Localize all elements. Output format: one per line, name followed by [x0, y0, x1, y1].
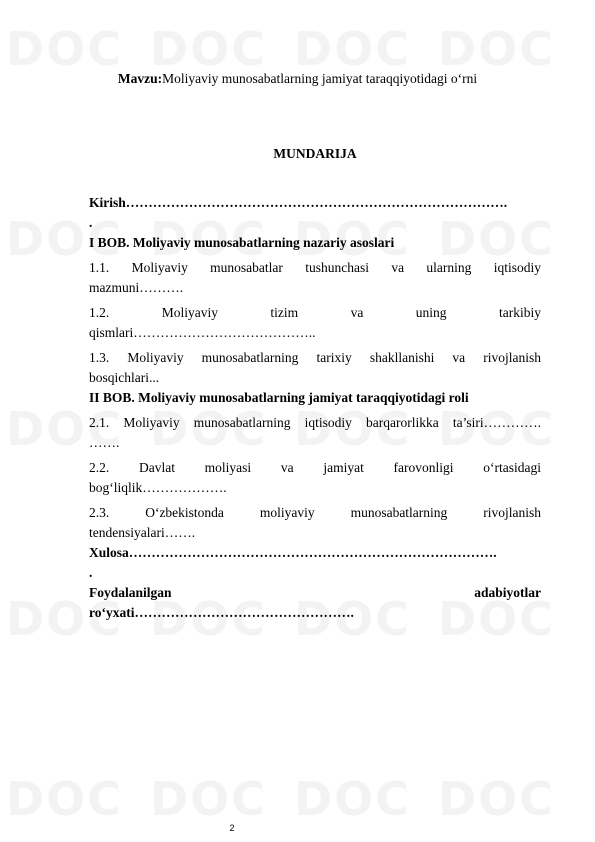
- toc-conclusion-continued: .: [89, 565, 93, 580]
- toc-section-1-2: 1.2. Moliyaviy tizim va uning tarkibiy: [89, 305, 541, 320]
- toc-section-2-3-continued: tendensiyalari…….: [89, 525, 196, 540]
- toc-references: Foydalanilgan adabiyotlar: [89, 585, 541, 600]
- toc-section-2-1-continued: …….: [89, 435, 120, 450]
- toc-section-2-3: 2.3. O‘zbekistonda moliyaviy munosabatlarning rivojlanish: [89, 505, 541, 520]
- toc-section-1-2-continued: qismlari…………………………………..: [89, 325, 316, 340]
- toc-section-1-1-continued: mazmuni……….: [89, 280, 184, 295]
- toc-section-2-2: 2.2. Davlat moliyasi va jamiyat farovonligi o‘rtasidagi: [89, 460, 541, 475]
- toc-intro-continued: .: [89, 215, 93, 230]
- toc-chapter-2: II BOB. Moliyaviy munosabatlarning jamiyat taraqqiyotidagi roli: [89, 390, 469, 405]
- page-number: 2: [229, 823, 235, 833]
- toc-section-1-3: 1.3. Moliyaviy munosabatlarning tarixiy shakllanishi va rivojlanish: [89, 350, 541, 365]
- toc-intro: Kirish………………………………………………………………………….: [89, 195, 508, 210]
- toc-section-1-1: 1.1. Moliyaviy munosabatlar tushunchasi va ularning iqtisodiy: [89, 260, 541, 275]
- toc-chapter-1: I BOB. Moliyaviy munosabatlarning nazariy asoslari: [89, 235, 395, 250]
- topic-text: Moliyaviy munosabatlarning jamiyat taraqqiyotidagi o‘rni: [162, 71, 478, 86]
- topic-label: Mavzu:: [117, 71, 163, 86]
- toc-section-2-2-continued: bog‘liqlik……………….: [89, 480, 227, 495]
- toc-conclusion: Xulosa……………………………………………………………………….: [89, 545, 497, 560]
- topic-line: [0, 71, 595, 87]
- toc-title: MUNDARIJA: [273, 146, 357, 161]
- toc-references-continued: ro‘yxati………………………………………….: [89, 605, 354, 620]
- toc-section-1-3-continued: bosqichlari...: [89, 370, 160, 385]
- table-of-contents: [89, 193, 541, 623]
- toc-section-2-1: 2.1. Moliyaviy munosabatlarning iqtisodiy barqarorlikka ta’siri………….: [89, 415, 541, 430]
